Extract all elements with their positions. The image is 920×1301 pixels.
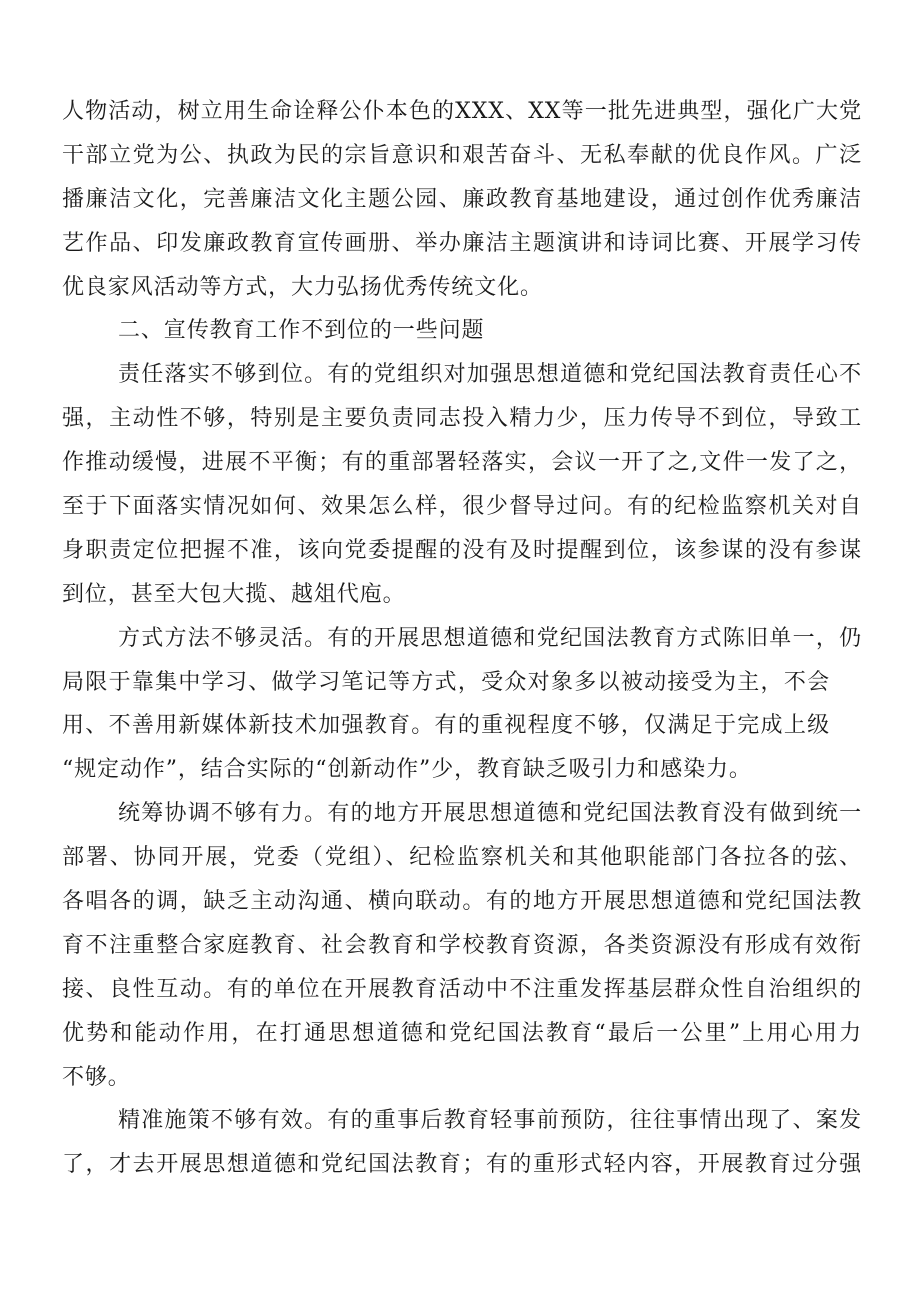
text-line: 播廉洁文化，完善廉洁文化主题公园、廉政教育基地建设，通过创作优秀廉洁	[62, 186, 862, 212]
section-heading: 二、宣传教育工作不到位的一些问题	[118, 318, 485, 344]
text-line: 优势和能动作用，在打通思想道德和党纪国法教育“最后一公里”上用心用力	[62, 1020, 862, 1046]
text-line: 到位，甚至大包大揽、越俎代庖。	[62, 581, 406, 607]
document-body	[62, 90, 862, 1187]
text-line: 身职责定位把握不准，该向党委提醒的没有及时提醒到位，该参谋的没有参谋	[62, 537, 862, 563]
text-line: “规定动作”，结合实际的“创新动作”少，教育缺乏吸引力和感染力。	[62, 757, 752, 783]
text-line: 人物活动，树立用生命诠释公仆本色的XXX、XX等一批先进典型，强化广大党	[62, 99, 862, 124]
paragraph-first-line: 方式方法不够灵活。有的开展思想道德和党纪国法教育方式陈旧单一，仍	[118, 625, 862, 651]
paragraph-first-line: 精准施策不够有效。有的重事后教育轻事前预防，往往事情出现了、案发	[118, 1108, 862, 1134]
text-line: 不够。	[62, 1064, 131, 1090]
text-line: 强，主动性不够，特别是主要负责同志投入精力少，压力传导不到位，导致工	[62, 406, 862, 432]
text-line: 优良家风活动等方式，大力弘扬优秀传统文化。	[62, 274, 543, 300]
text-line: 各唱各的调，缺乏主动沟通、横向联动。有的地方开展思想道德和党纪国法教	[62, 889, 862, 915]
text-line: 了，才去开展思想道德和党纪国法教育；有的重形式轻内容，开展教育过分强	[62, 1152, 862, 1178]
text-line: 艺作品、印发廉政教育宣传画册、举办廉洁主题演讲和诗词比赛、开展学习传	[62, 230, 862, 256]
text-line: 育不注重整合家庭教育、社会教育和学校教育资源，各类资源没有形成有效衔	[62, 932, 862, 958]
text-line: 作推动缓慢，进展不平衡；有的重部署轻落实，会议一开了之,文件一发了之，	[62, 450, 862, 476]
text-line: 至于下面落实情况如何、效果怎么样，很少督导过问。有的纪检监察机关对自	[62, 494, 862, 520]
text-line: 用、不善用新媒体新技术加强教育。有的重视程度不够，仅满足于完成上级	[62, 713, 830, 739]
paragraph-first-line: 责任落实不够到位。有的党组织对加强思想道德和党纪国法教育责任心不	[118, 362, 862, 388]
text-line: 局限于靠集中学习、做学习笔记等方式，受众对象多以被动接受为主，不会	[62, 669, 830, 695]
text-line: 接、良性互动。有的单位在开展教育活动中不注重发挥基层群众性自治组织的	[62, 976, 862, 1002]
text-line: 部署、协同开展，党委（党组）、纪检监察机关和其他职能部门各拉各的弦、	[62, 845, 862, 871]
paragraph-first-line: 统筹协调不够有力。有的地方开展思想道德和党纪国法教育没有做到统一	[118, 801, 862, 827]
text-line: 干部立党为公、执政为民的宗旨意识和艰苦奋斗、无私奉献的优良作风。广泛	[62, 142, 862, 168]
